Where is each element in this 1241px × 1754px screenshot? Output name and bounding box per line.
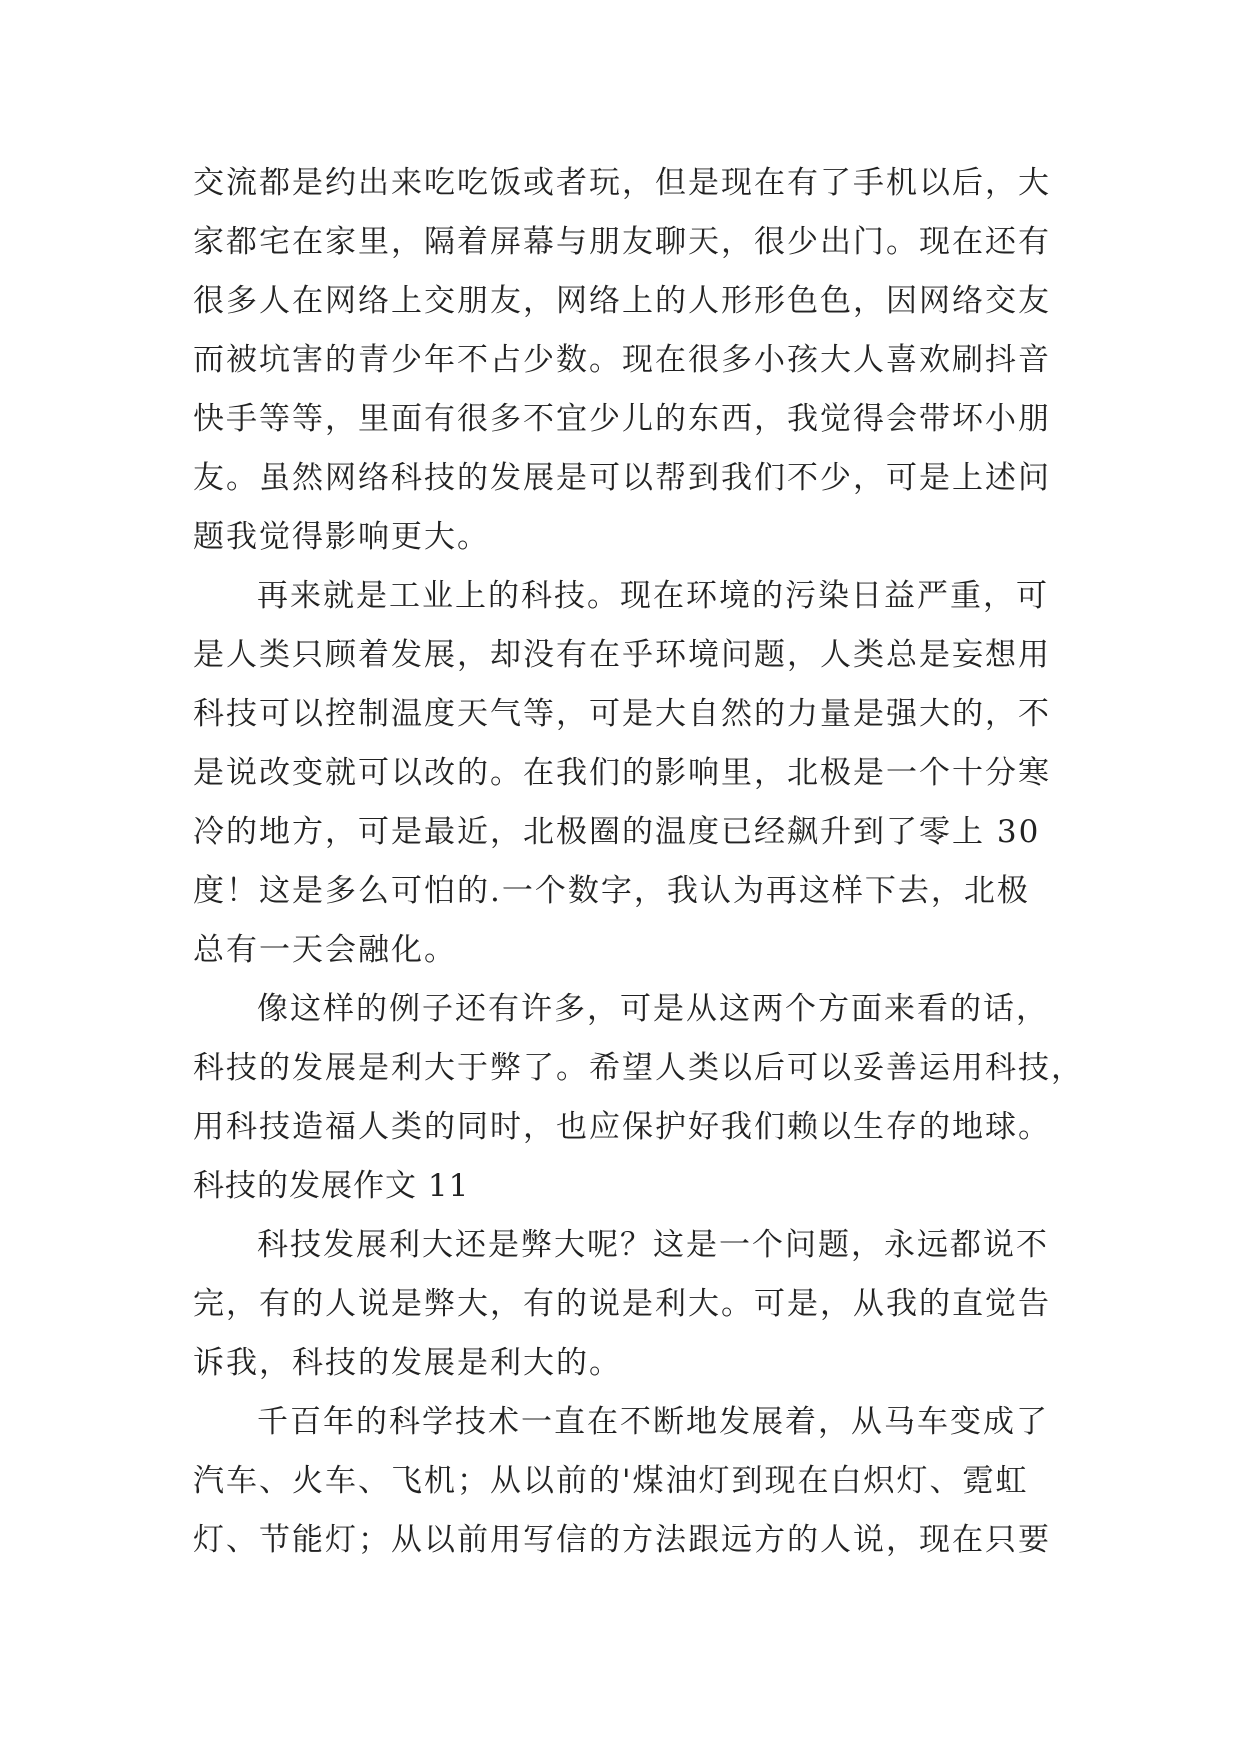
paragraph-first-line: 再来就是工业上的科技。现在环境的污染日益严重，可 (257, 578, 1049, 614)
text-line: 科技可以控制温度天气等，可是大自然的力量是强大的，不 (193, 696, 1051, 732)
text-line: 是说改变就可以改的。在我们的影响里，北极是一个十分寒 (193, 755, 1051, 791)
text-line: 快手等等，里面有很多不宜少儿的东西，我觉得会带坏小朋 (193, 401, 1051, 437)
text-line: 友。虽然网络科技的发展是可以帮到我们不少，可是上述问 (193, 460, 1051, 496)
text-line: 很多人在网络上交朋友，网络上的人形形色色，因网络交友 (193, 283, 1051, 319)
text-line: 是人类只顾着发展，却没有在乎环境问题，人类总是妄想用 (193, 637, 1051, 673)
text-line: 总有一天会融化。 (193, 932, 457, 968)
text-line: 度！这是多么可怕的.一个数字，我认为再这样下去，北极 (193, 873, 1030, 909)
paragraph-first-line: 像这样的例子还有许多，可是从这两个方面来看的话， (257, 991, 1049, 1027)
text-line: 科技的发展是利大于弊了。希望人类以后可以妥善运用科技， (193, 1050, 1084, 1086)
section-heading: 科技的发展作文 11 (193, 1168, 470, 1204)
paragraph-first-line: 科技发展利大还是弊大呢？这是一个问题，永远都说不 (257, 1227, 1049, 1263)
text-line: 汽车、火车、飞机；从以前的'煤油灯到现在白炽灯、霓虹 (193, 1463, 1029, 1499)
text-line: 冷的地方，可是最近，北极圈的温度已经飙升到了零上 30 (193, 814, 1041, 850)
text-line: 灯、节能灯；从以前用写信的方法跟远方的人说，现在只要 (193, 1522, 1051, 1558)
paragraph-first-line: 千百年的科学技术一直在不断地发展着，从马车变成了 (257, 1404, 1049, 1440)
text-line: 而被坑害的青少年不占少数。现在很多小孩大人喜欢刷抖音 (193, 342, 1051, 378)
text-line: 家都宅在家里，隔着屏幕与朋友聊天，很少出门。现在还有 (193, 224, 1051, 260)
text-line: 诉我，科技的发展是利大的。 (193, 1345, 622, 1381)
text-line: 用科技造福人类的同时，也应保护好我们赖以生存的地球。 (193, 1109, 1051, 1145)
text-line: 交流都是约出来吃吃饭或者玩，但是现在有了手机以后，大 (193, 165, 1051, 201)
document-body (193, 154, 1084, 1570)
text-line: 题我觉得影响更大。 (193, 519, 490, 555)
text-line: 完，有的人说是弊大，有的说是利大。可是，从我的直觉告 (193, 1286, 1051, 1322)
